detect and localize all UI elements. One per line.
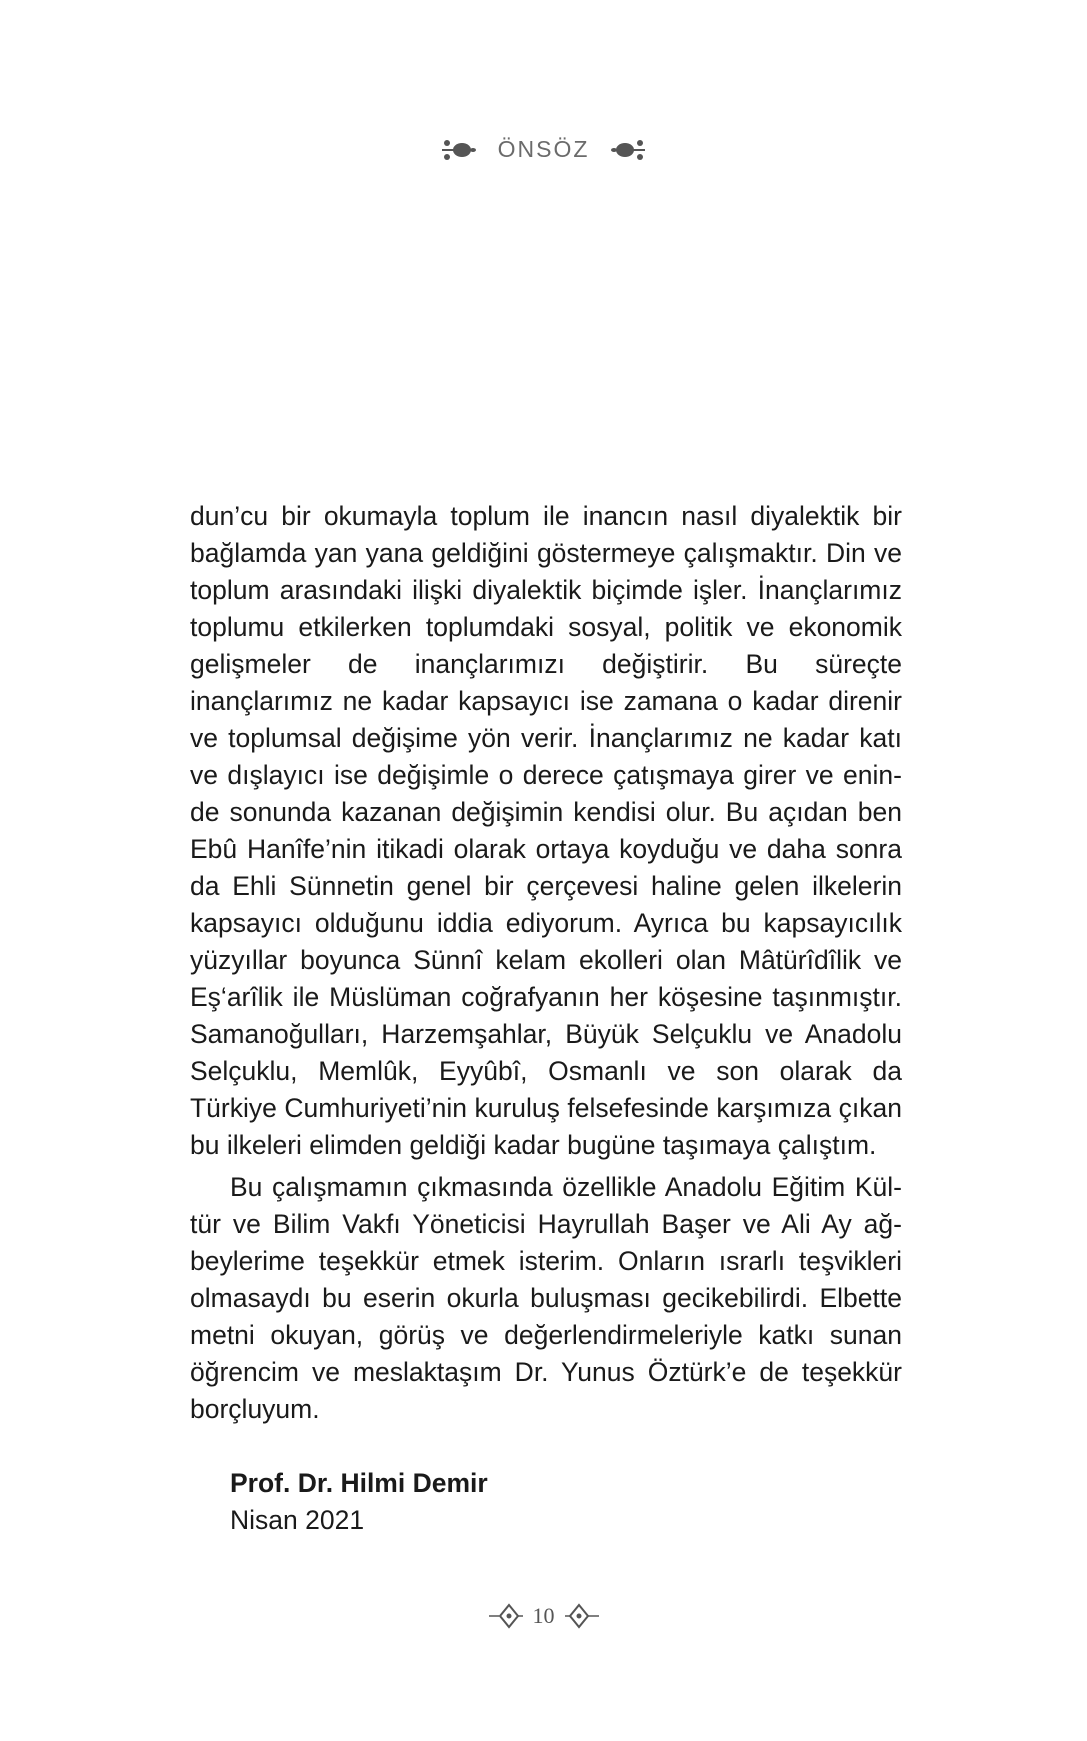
body-text (190, 498, 902, 1539)
paragraph: Bu çalışmamın çıkmasında özellikle Anadolu Eğitim Kültür ve Bilim Vakfı Yöneticisi Hayrullah Başer ve Ali Ay ağbeylerime teşekkür etmek isterim. Onların ısrarlı teşvikleri olmasaydı bu eserin okurla buluşması gecikebilirdi. Elbette metni okuyan, görüş ve değerlendirmeleriyle katkı sunan öğrencim ve meslaktaşım Dr. Yunus Öztürk’e de teşekkür borçluyum. (190, 1172, 902, 1424)
section-title: ÖNSÖZ (497, 136, 590, 162)
signature-date: Nisan 2021 (230, 1505, 365, 1535)
leaf-ornament-icon (440, 138, 476, 162)
leaf-ornament-icon (611, 138, 647, 162)
running-header (0, 136, 1087, 163)
paragraph: dun’cu bir okumayla toplum ile inancın nasıl diyalektik bir bağlamda yan yana geldiğini göstermeye çalışmaktır. Din ve toplum arasındaki ilişki diyalektik biçimde işler. İnançlarımız toplumu etkilerken toplumdaki sosyal, politik ve ekonomik gelişmeler de inançlarımızı değiştirir. Bu süreçte inançlarımız ne kadar kapsayıcı ise zamana o kadar direnir ve toplumsal değişime yön verir. İnançlarımız ne kadar katı ve dışlayıcı ise değişimle o derece çatışmaya girer ve eninde sonunda kazanan değişimin kendisi olur. Bu açıdan ben Ebû Hanîfe’nin itikadi olarak ortaya koyduğu ve daha sonra da Ehli Sünnetin genel bir çerçevesi haline gelen ilkelerin kapsayıcı olduğunu iddia ediyorum. Ayrıca bu kapsayıcılık yüzyıllar boyunca Sünnî kelam ekolleri olan Mâtürîdîlik ve Eş‘arîlik ile Müslüman coğrafyanın her köşesine taşınmıştır. Samanoğulları, Harzemşahlar, Büyük Selçuklu ve Anadolu Selçuklu, Memlûk, Eyyûbî, Osmanlı ve son olarak da Türkiye Cumhuriyeti’nin kuruluş felsefesinde karşımıza çıkan bu ilkeleri elimden geldiği kadar bugüne taşımaya çalıştım. (190, 501, 902, 1160)
author-name: Prof. Dr. Hilmi Demir (230, 1468, 488, 1498)
diamond-ornament-icon (565, 1602, 599, 1630)
page-number: 10 (532, 1603, 555, 1628)
signature-block (190, 1465, 902, 1539)
diamond-ornament-icon (489, 1602, 523, 1630)
page-footer (0, 1602, 1087, 1630)
